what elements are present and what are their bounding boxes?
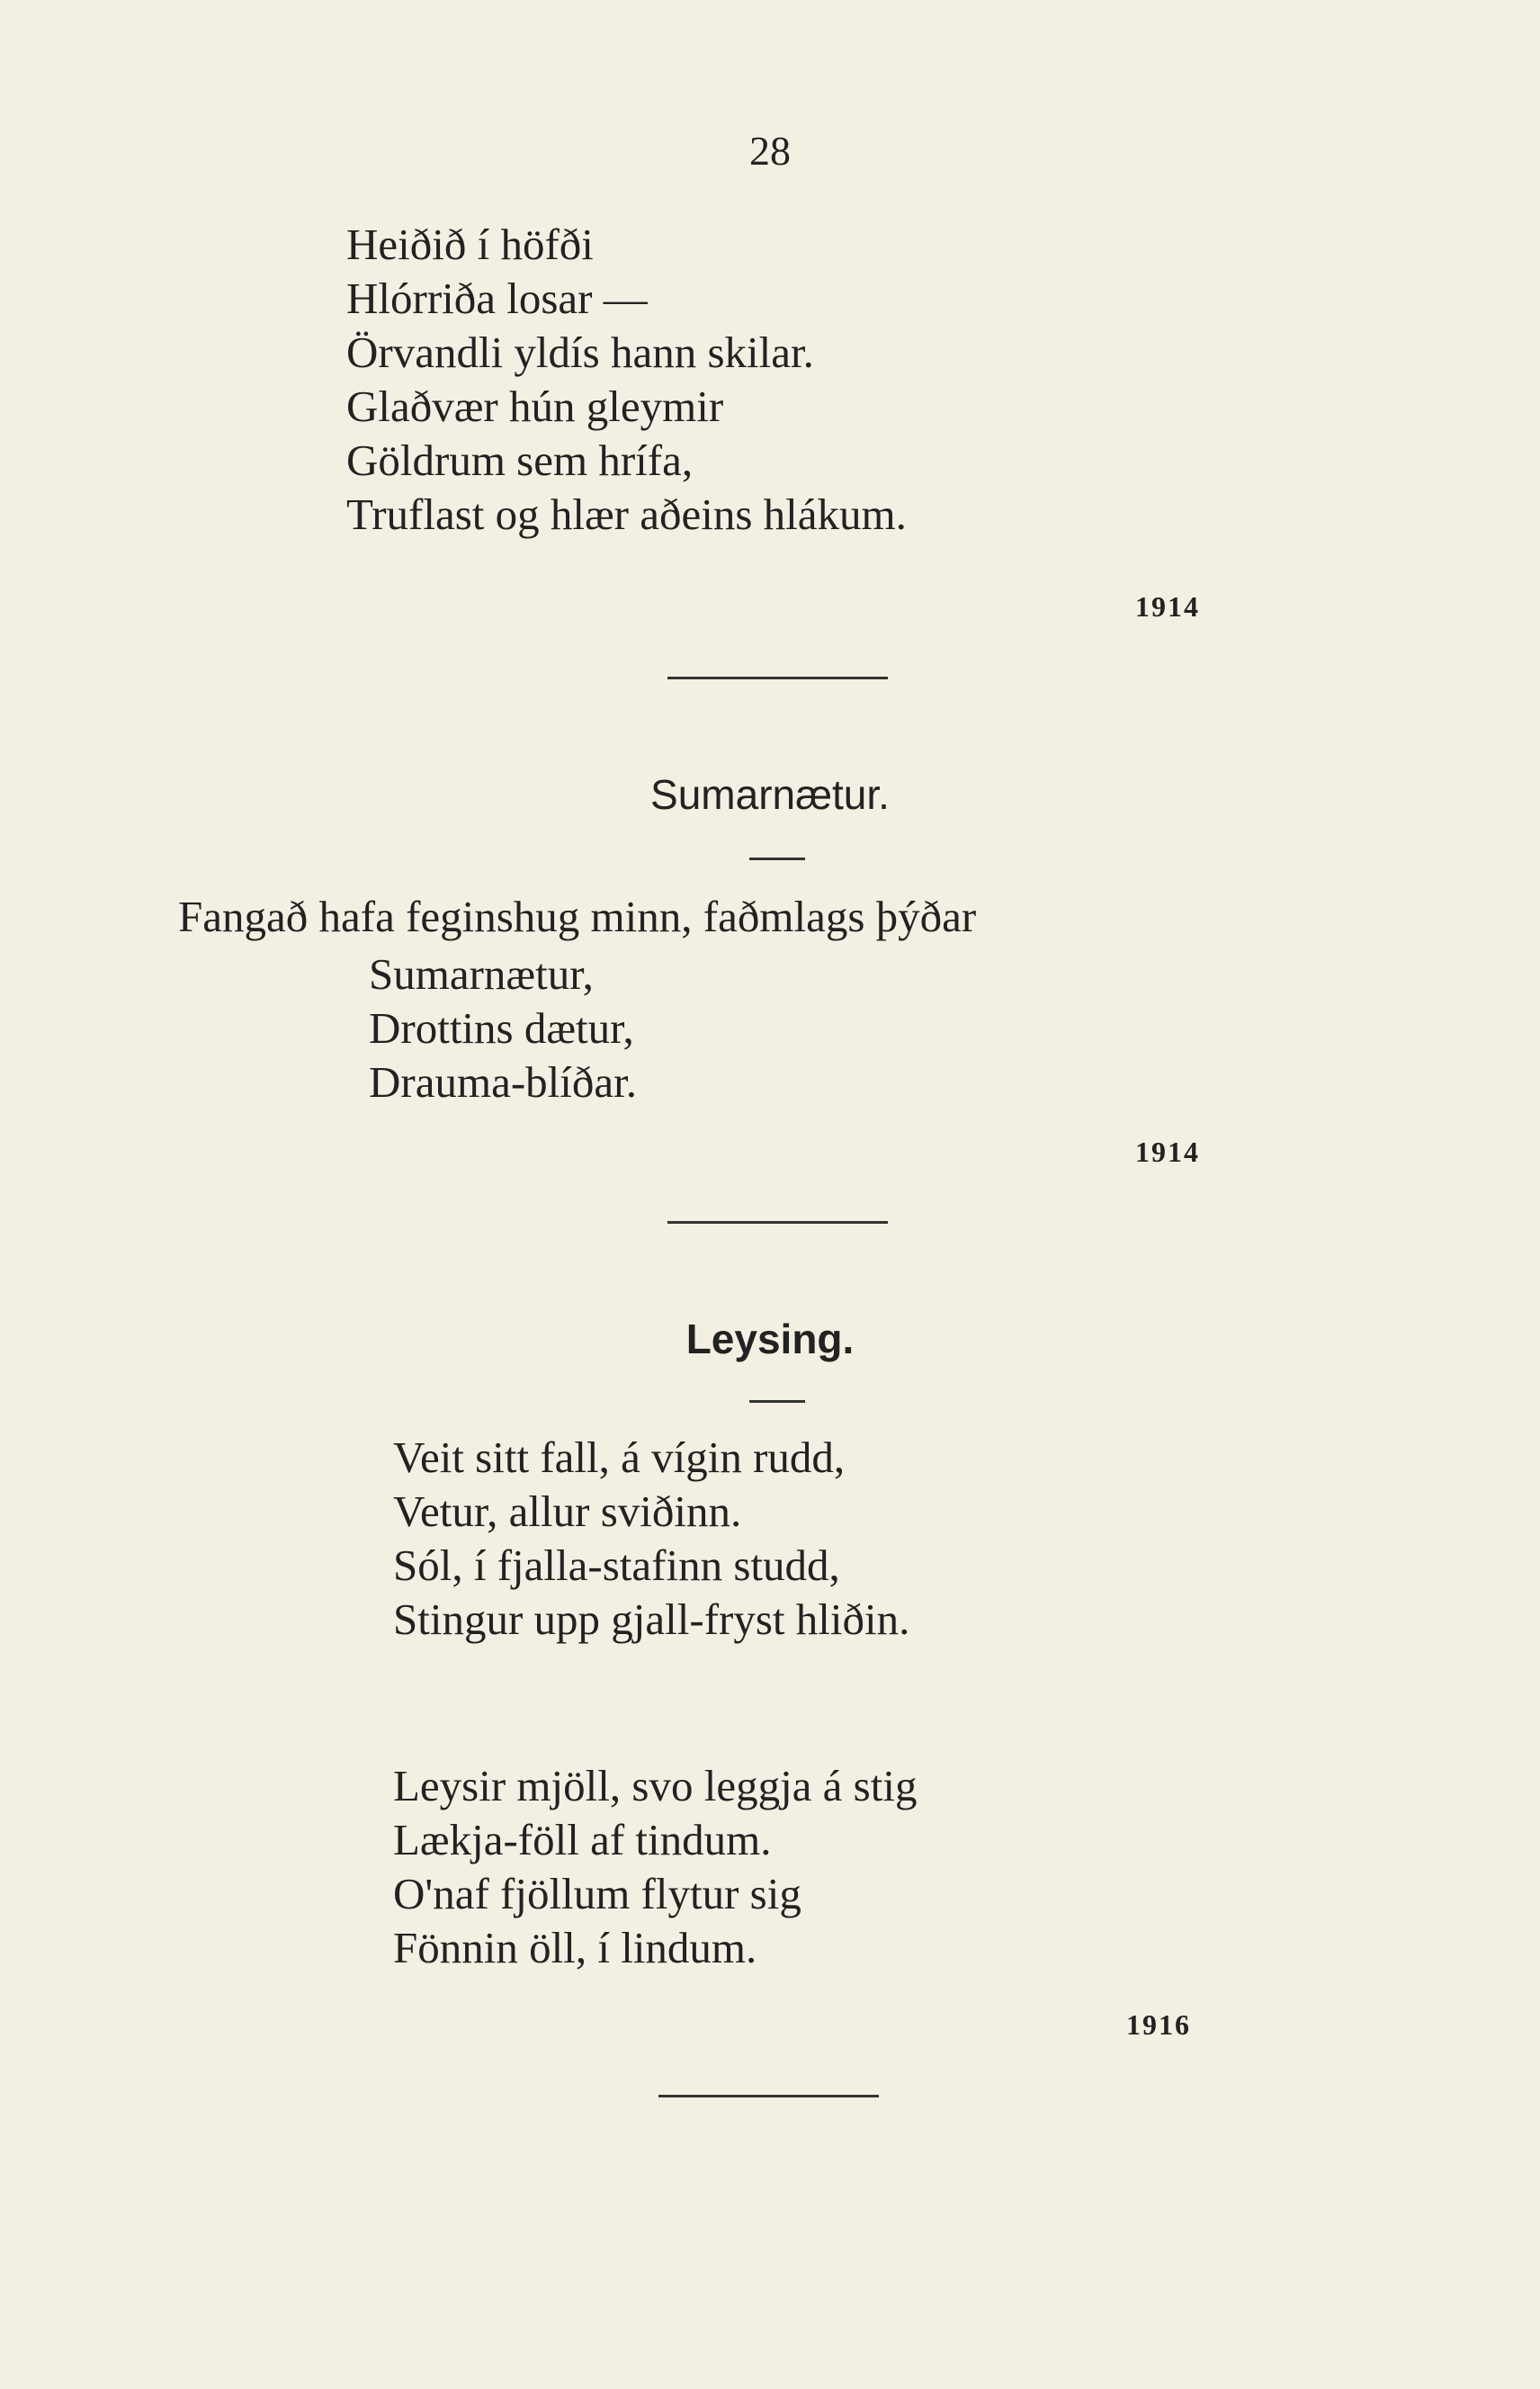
poem1-line: Truflast og hlær aðeins hlákum. <box>346 489 907 539</box>
poem2-line: Drauma-blíðar. <box>369 1057 637 1107</box>
title-underline <box>749 858 805 860</box>
poem2-year: 1914 <box>1135 1136 1200 1168</box>
poem1-line: Glaðvær hún gleymir <box>346 382 724 431</box>
poem1-line: Göldrum sem hrífa, <box>346 436 694 485</box>
poem2-title: Sumarnætur. <box>650 771 890 818</box>
poem3-line: Stingur upp gjall-fryst hliðin. <box>393 1594 910 1644</box>
poem2-line: Sumarnætur, <box>369 949 594 999</box>
section-divider <box>658 2095 879 2097</box>
poem2-first-line: Fangað hafa feginshug minn, faðmlags þýðar <box>178 892 977 941</box>
poem1-stanza <box>346 218 907 542</box>
poem3-line: Leysir mjöll, svo leggja á stig <box>393 1761 918 1810</box>
poem3-line: Vetur, allur sviðinn. <box>393 1486 742 1536</box>
section-divider <box>667 1221 888 1224</box>
poem3-line: O'naf fjöllum flytur sig <box>393 1869 801 1918</box>
poem3-stanza-1 <box>393 1431 909 1647</box>
poem3-title: Leysing. <box>685 1316 855 1362</box>
poem3-stanza-2 <box>393 1759 917 1975</box>
poem3-line: Sól, í fjalla-stafinn studd, <box>393 1540 840 1590</box>
poem1-year: 1914 <box>1135 590 1200 623</box>
poem1-line: Örvandli yldís hann skilar. <box>346 328 814 377</box>
page-number: 28 <box>749 128 791 174</box>
poem3-line: Lækja-föll af tindum. <box>393 1815 772 1864</box>
title-underline <box>749 1400 805 1403</box>
poem2-stanza <box>369 948 637 1109</box>
poem1-line: Hlórriða losar — <box>346 274 648 323</box>
poem3-line: Fönnin öll, í lindum. <box>393 1923 757 1972</box>
poem3-line: Veit sitt fall, á vígin rudd, <box>393 1433 846 1482</box>
poem2-line: Drottins dætur, <box>369 1003 634 1053</box>
section-divider <box>667 677 888 679</box>
poem1-line: Heiðið í höfði <box>346 220 594 269</box>
poem3-year: 1916 <box>1126 2008 1191 2041</box>
